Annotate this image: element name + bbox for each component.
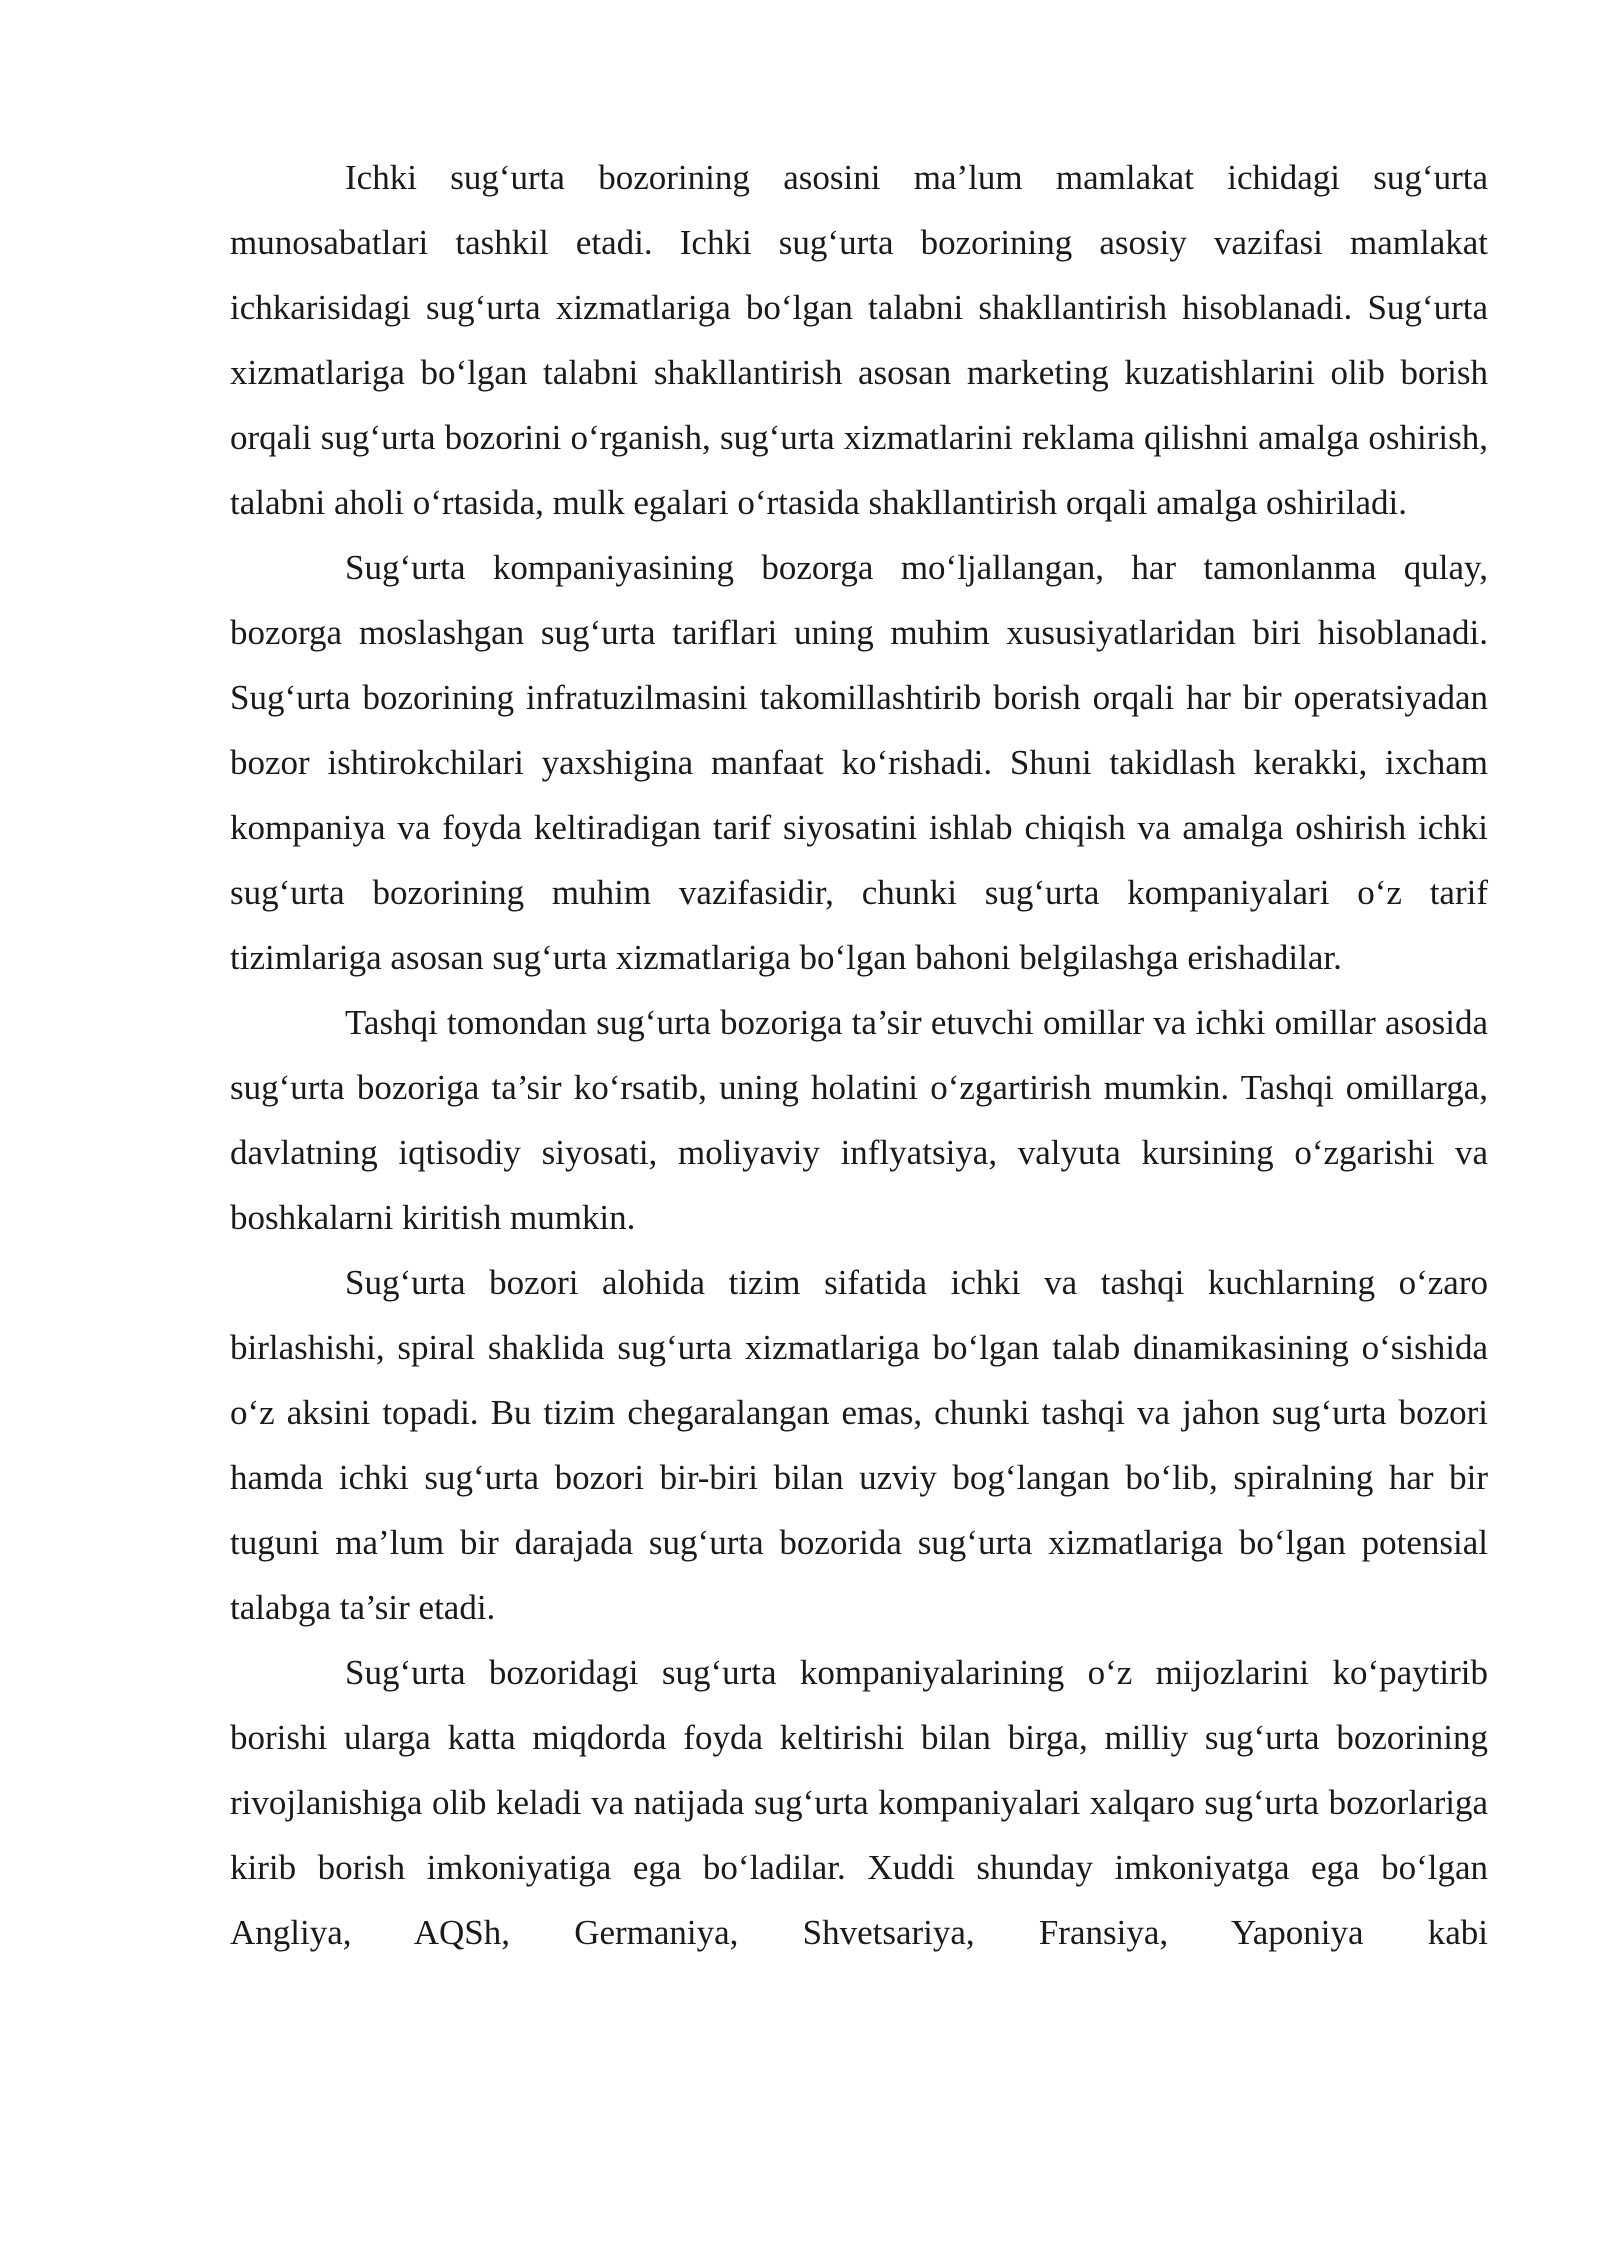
paragraph-2: Sug‘urta kompaniyasining bozorga mo‘ljallangan, har tamonlanma qulay, bozorga moslashgan sug‘urta tariflari uning muhim xususiyatlaridan biri hisoblanadi. Sug‘urta bozorining infratuzilmasini takomillashtirib borish orqali har bir operatsiyadan bozor ishtirokchilari yaxshigina manfaat ko‘rishadi. Shuni takidlash kerakki, ixcham kompaniya va foyda keltiradigan tarif siyosatini ishlab chiqish va amalga oshirish ichki sug‘urta bozorining muhim vazifasidir, chunki sug‘urta kompaniyalari o‘z tarif tizimlariga asosan sug‘urta xizmatlariga bo‘lgan bahoni belgilashga erishadilar. — [230, 548, 1488, 977]
paragraph-5: Sug‘urta bozoridagi sug‘urta kompaniyalarining o‘z mijozlarini ko‘paytirib borishi ularga katta miqdorda foyda keltirishi bilan birga, milliy sug‘urta bozorining rivojlanishiga olib keladi va natijada sug‘urta kompaniyalari xalqaro sug‘urta bozorlariga kirib borish imkoniyatiga ega bo‘ladilar. Xuddi shunday imkoniyatga ega bo‘lgan Angliya, AQSh, Germaniya, Shvetsariya, Fransiya, Yaponiya kabi — [230, 1653, 1488, 1952]
paragraph-3: Tashqi tomondan sug‘urta bozoriga ta’sir etuvchi omillar va ichki omillar asosida sug‘urta bozoriga ta’sir ko‘rsatib, uning holatini o‘zgartirish mumkin. Tashqi omillarga, davlatning iqtisodiy siyosati, moliyaviy inflyatsiya, valyuta kursining o‘zgarishi va boshkalarni kiritish mumkin. — [230, 1003, 1488, 1237]
document-page — [230, 145, 1488, 1965]
paragraph-1: Ichki sug‘urta bozorining asosini ma’lum mamlakat ichidagi sug‘urta munosabatlari tashkil etadi. Ichki sug‘urta bozorining asosiy vazifasi mamlakat ichkarisidagi sug‘urta xizmatlariga bo‘lgan talabni shakllantirish hisoblanadi. Sug‘urta xizmatlariga bo‘lgan talabni shakllantirish asosan marketing kuzatishlarini olib borish orqali sug‘urta bozorini o‘rganish, sug‘urta xizmatlarini reklama qilishni amalga oshirish, talabni aholi o‘rtasida, mulk egalari o‘rtasida shakllantirish orqali amalga oshiriladi. — [230, 158, 1488, 522]
paragraph-4: Sug‘urta bozori alohida tizim sifatida ichki va tashqi kuchlarning o‘zaro birlashishi, spiral shaklida sug‘urta xizmatlariga bo‘lgan talab dinamikasining o‘sishida o‘z aksini topadi. Bu tizim chegaralangan emas, chunki tashqi va jahon sug‘urta bozori hamda ichki sug‘urta bozori bir-biri bilan uzviy bog‘langan bo‘lib, spiralning har bir tuguni ma’lum bir darajada sug‘urta bozorida sug‘urta xizmatlariga bo‘lgan potensial talabga ta’sir etadi. — [230, 1263, 1488, 1627]
